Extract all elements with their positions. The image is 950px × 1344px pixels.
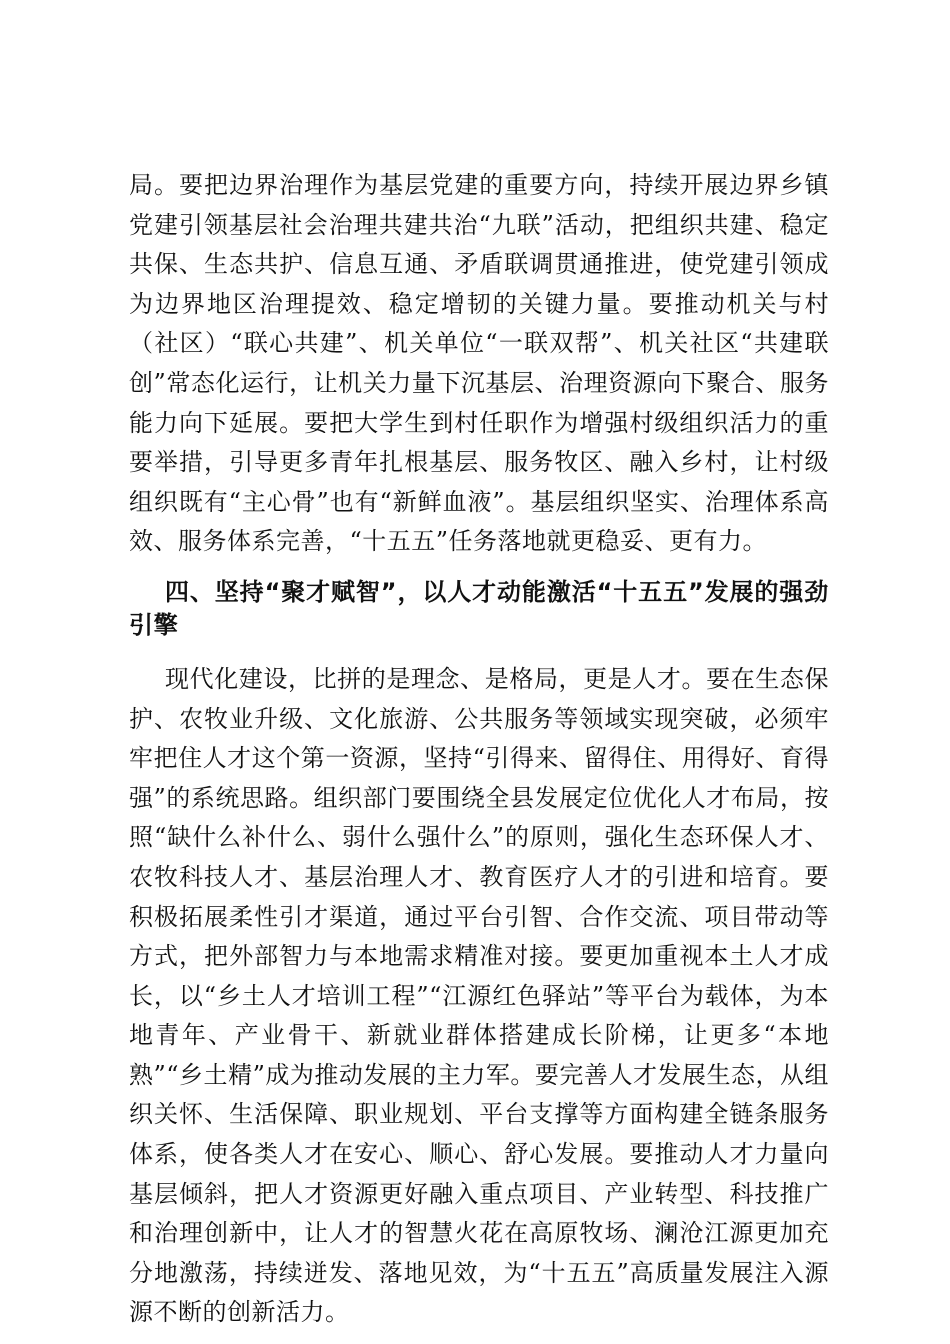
document-body (129, 166, 829, 1333)
body-paragraph-talent: 现代化建设，比拼的是理念、是格局，更是人才。要在生态保护、农牧业升级、文化旅游、公共服务等领域实现突破，必须牢牢把住人才这个第一资源，坚持“引得来、留得住、用得好、育得强”的系统思路。组织部门要围绕全县发展定位优化人才布局，按照“缺什么补什么、弱什么强什么”的原则，强化生态环保人才、农牧科技人才、基层治理人才、教育医疗人才的引进和培育。要积极拓展柔性引才渠道，通过平台引智、合作交流、项目带动等方式，把外部智力与本地需求精准对接。要更加重视本土人才成长，以“乡土人才培训工程”“江源红色驿站”等平台为载体，为本地青年、产业骨干、新就业群体搭建成长阶梯，让更多“本地熟”“乡土精”成为推动发展的主力军。要完善人才发展生态，从组织关怀、生活保障、职业规划、平台支撑等方面构建全链条服务体系，使各类人才在安心、顺心、舒心发展。要推动人才力量向基层倾斜，把人才资源更好融入重点项目、产业转型、科技推广和治理创新中，让人才的智慧火花在高原牧场、澜沧江源更加充分地激荡，持续迸发、落地见效，为“十五五”高质量发展注入源源不断的创新活力。 (129, 664, 829, 1327)
section-heading-four: 四、坚持“聚才赋智”，以人才动能激活“十五五”发展的强劲引擎 (129, 577, 829, 639)
body-paragraph-continued: 局。要把边界治理作为基层党建的重要方向，持续开展边界乡镇党建引领基层社会治理共建共治“九联”活动，把组织共建、稳定共保、生态共护、信息互通、矛盾联调贯通推进，使党建引领成为边界地区治理提效、稳定增韧的关键力量。要推动机关与村（社区）“联心共建”、机关单位“一联双帮”、机关社区“共建联创”常态化运行，让机关力量下沉基层、治理资源向下聚合、服务能力向下延展。要把大学生到村任职作为增强村级组织活力的重要举措，引导更多青年扎根基层、服务牧区、融入乡村，让村级组织既有“主心骨”也有“新鲜血液”。基层组织坚实、治理体系高效、服务体系完善，“十五五”任务落地就更稳妥、更有力。 (129, 171, 829, 556)
